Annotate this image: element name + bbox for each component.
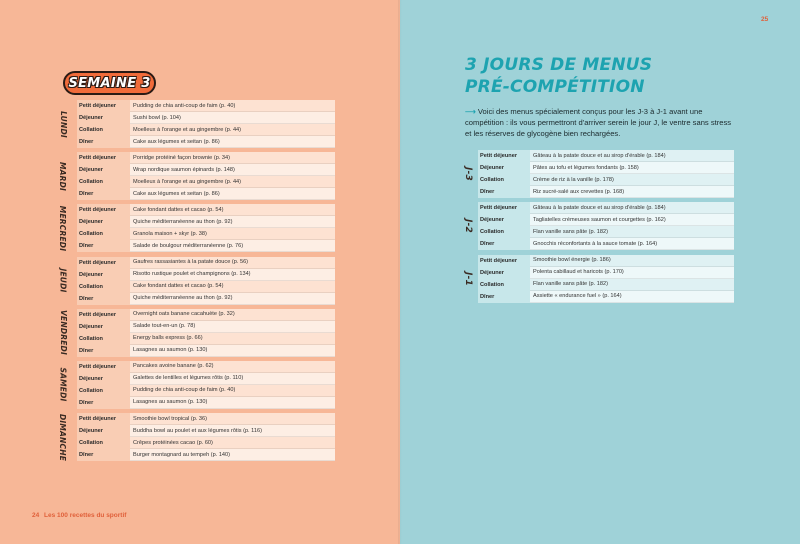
meal-row (478, 186, 734, 198)
meal-row (77, 361, 335, 373)
meal-table (77, 204, 335, 252)
meal-description: Porridge protéiné façon brownie (p. 34) (130, 152, 335, 164)
meal-description: Cake aux légumes et seitan (p. 86) (130, 136, 335, 148)
meal-description: Gaufres rassasiantes à la patate douce (p. 56) (130, 257, 335, 269)
day-name: J-2 (462, 219, 473, 234)
meal-row (77, 204, 335, 216)
meal-type: Collation (77, 281, 130, 293)
week-badge (63, 71, 156, 95)
meal-description: Wrap nordique saumon épinards (p. 148) (130, 164, 335, 176)
day-block (52, 152, 334, 200)
meal-row (478, 226, 734, 238)
day-name: DIMANCHE (58, 413, 68, 461)
meal-type: Dîner (77, 136, 130, 148)
meal-description: Cake fondant dattes et cacao (p. 54) (130, 204, 335, 216)
meal-table (478, 255, 734, 303)
meal-type: Dîner (478, 238, 530, 250)
weekly-menu (52, 100, 334, 465)
meal-row (478, 267, 734, 279)
page-number-right: 25 (761, 16, 769, 23)
meal-type: Dîner (478, 291, 530, 303)
meal-row (77, 397, 335, 409)
meal-type: Déjeuner (478, 267, 530, 279)
day-name: J-1 (462, 271, 473, 286)
day-block (52, 100, 334, 148)
meal-row (77, 152, 335, 164)
meal-row (478, 202, 734, 214)
meal-type: Dîner (77, 240, 130, 252)
book-title: Les 100 recettes du sportif (44, 512, 127, 519)
week-label: SEMAINE 3 (68, 75, 151, 91)
meal-description: Assiette « endurance fuel » (p. 164) (530, 291, 734, 303)
meal-row (77, 176, 335, 188)
meal-row (478, 255, 734, 267)
day-name: JEUDI (58, 268, 68, 293)
meal-row (77, 321, 335, 333)
meal-type: Petit déjeuner (77, 257, 130, 269)
meal-type: Déjeuner (478, 162, 530, 174)
meal-description: Pancakes avoine banane (p. 62) (130, 361, 335, 373)
meal-description: Quiche méditerranéenne au thon (p. 92) (130, 216, 335, 228)
meal-description: Salade de boulgour méditerranéenne (p. 76) (130, 240, 335, 252)
meal-description: Flan vanille sans pâte (p. 182) (530, 226, 734, 238)
day-label (52, 204, 74, 252)
day-name: MARDI (58, 161, 68, 191)
meal-description: Gnocchis réconfortants à la sauce tomate (p. 164) (530, 238, 734, 250)
meal-row (77, 257, 335, 269)
day-label (52, 257, 74, 305)
meal-type: Petit déjeuner (77, 309, 130, 321)
meal-row (478, 279, 734, 291)
day-name: MERCREDI (58, 205, 68, 252)
meal-row (478, 291, 734, 303)
meal-row (77, 188, 335, 200)
meal-description: Crème de riz à la vanille (p. 178) (530, 174, 734, 186)
meal-type: Petit déjeuner (478, 202, 530, 214)
meal-type: Déjeuner (77, 164, 130, 176)
meal-description: Galettes de lentilles et légumes rôtis (p. 110) (130, 373, 335, 385)
meal-description: Burger montagnard au tempeh (p. 140) (130, 449, 335, 461)
meal-description: Energy balls express (p. 66) (130, 333, 335, 345)
meal-description: Smoothie bowl tropical (p. 36) (130, 413, 335, 425)
meal-type: Collation (77, 228, 130, 240)
meal-row (478, 238, 734, 250)
intro-text: Voici des menus spécialement conçus pour les J-3 à J-1 avant une compétition : ils vous permettront d'arriver serein le jour J, le ventre sans stress et les réserves de glycogène bien rechargées. (465, 107, 732, 139)
day-block (52, 413, 334, 461)
meal-description: Smoothie bowl énergie (p. 186) (530, 255, 734, 267)
meal-description: Overnight oats banane cacahuète (p. 32) (130, 309, 335, 321)
meal-row (77, 333, 335, 345)
meal-row (77, 385, 335, 397)
meal-row (77, 345, 335, 357)
meal-row (77, 228, 335, 240)
meal-description: Pâtes au tofu et légumes fondants (p. 158) (530, 162, 734, 174)
meal-row (77, 216, 335, 228)
meal-description: Gâteau à la patate douce et au sirop d'érable (p. 184) (530, 202, 734, 214)
meal-row (77, 269, 335, 281)
meal-row (77, 124, 335, 136)
meal-row (478, 162, 734, 174)
meal-description: Flan vanille sans pâte (p. 182) (530, 279, 734, 291)
meal-type: Dîner (77, 449, 130, 461)
meal-type: Collation (478, 174, 530, 186)
day-block (458, 255, 734, 303)
day-label (52, 152, 74, 200)
meal-row (77, 413, 335, 425)
meal-description: Crêpes protéinées cacao (p. 60) (130, 437, 335, 449)
meal-description: Moelleux à l'orange et au gingembre (p. 44) (130, 176, 335, 188)
meal-type: Déjeuner (77, 269, 130, 281)
meal-table (77, 413, 335, 461)
day-label (52, 309, 74, 357)
meal-type: Dîner (77, 345, 130, 357)
day-block (52, 204, 334, 252)
meal-type: Petit déjeuner (77, 413, 130, 425)
meal-description: Polenta cabillaud et haricots (p. 170) (530, 267, 734, 279)
meal-row (77, 240, 335, 252)
page-number-left: 24 (32, 512, 40, 519)
meal-description: Lasagnes au saumon (p. 130) (130, 345, 335, 357)
meal-type: Déjeuner (77, 112, 130, 124)
meal-row (77, 136, 335, 148)
day-label (52, 413, 74, 461)
meal-type: Petit déjeuner (77, 361, 130, 373)
meal-type: Collation (77, 176, 130, 188)
meal-description: Cake aux légumes et seitan (p. 86) (130, 188, 335, 200)
meal-row (77, 164, 335, 176)
meal-description: Lasagnes au saumon (p. 130) (130, 397, 335, 409)
meal-description: Granola maison + skyr (p. 38) (130, 228, 335, 240)
meal-description: Pudding de chia anti-coup de faim (p. 40) (130, 385, 335, 397)
meal-table (77, 309, 335, 357)
meal-row (77, 373, 335, 385)
page-title (465, 54, 652, 98)
day-label (458, 255, 478, 303)
meal-table (478, 202, 734, 250)
meal-type: Collation (77, 124, 130, 136)
meal-description: Buddha bowl au poulet et aux légumes rôtis (p. 116) (130, 425, 335, 437)
book-gutter (398, 0, 402, 544)
arrow-icon: ⟶ (465, 107, 475, 116)
meal-table (77, 257, 335, 305)
meal-row (77, 293, 335, 305)
meal-table (77, 152, 335, 200)
title-line-2: PRÉ-COMPÉTITION (465, 77, 645, 97)
meal-type: Collation (478, 226, 530, 238)
meal-type: Dîner (77, 293, 130, 305)
meal-row (478, 174, 734, 186)
day-name: VENDREDI (58, 310, 68, 356)
day-name: J-3 (462, 167, 473, 181)
day-block (458, 202, 734, 250)
meal-row (77, 449, 335, 461)
meal-type: Collation (77, 333, 130, 345)
day-label (52, 100, 74, 148)
meal-description: Cake fondant dattes et cacao (p. 54) (130, 281, 335, 293)
day-label (458, 150, 478, 198)
meal-type: Petit déjeuner (77, 100, 130, 112)
meal-type: Dîner (478, 186, 530, 198)
meal-row (77, 425, 335, 437)
meal-description: Moelleux à l'orange et au gingembre (p. 44) (130, 124, 335, 136)
meal-type: Dîner (77, 397, 130, 409)
meal-description: Risotto rustique poulet et champignons (p. 134) (130, 269, 335, 281)
meal-table (478, 150, 734, 198)
meal-type: Dîner (77, 188, 130, 200)
footer-left (32, 512, 126, 519)
title-line-1: 3 JOURS DE MENUS (465, 55, 653, 75)
day-block (52, 361, 334, 409)
meal-table (77, 100, 335, 148)
meal-row (478, 150, 734, 162)
day-block (458, 150, 734, 198)
meal-type: Déjeuner (77, 321, 130, 333)
meal-type: Collation (478, 279, 530, 291)
meal-row (77, 100, 335, 112)
meal-description: Sushi bowl (p. 104) (130, 112, 335, 124)
meal-row (77, 309, 335, 321)
pre-competition-menu (458, 150, 734, 307)
day-label (458, 202, 478, 250)
meal-type: Collation (77, 437, 130, 449)
meal-description: Pudding de chia anti-coup de faim (p. 40) (130, 100, 335, 112)
meal-row (478, 214, 734, 226)
meal-type: Déjeuner (77, 216, 130, 228)
day-name: LUNDI (58, 110, 68, 138)
day-block (52, 257, 334, 305)
day-block (52, 309, 334, 357)
day-name: SAMEDI (58, 367, 68, 402)
meal-table (77, 361, 335, 409)
meal-row (77, 281, 335, 293)
day-label (52, 361, 74, 409)
meal-type: Petit déjeuner (478, 150, 530, 162)
meal-type: Déjeuner (478, 214, 530, 226)
meal-description: Gâteau à la patate douce et au sirop d'érable (p. 184) (530, 150, 734, 162)
meal-description: Riz sucré-salé aux crevettes (p. 168) (530, 186, 734, 198)
meal-description: Salade tout-en-un (p. 78) (130, 321, 335, 333)
meal-type: Petit déjeuner (77, 152, 130, 164)
meal-row (77, 437, 335, 449)
meal-description: Quiche méditerranéenne au thon (p. 92) (130, 293, 335, 305)
meal-type: Déjeuner (77, 373, 130, 385)
meal-type: Déjeuner (77, 425, 130, 437)
meal-description: Tagliatelles crémeuses saumon et courgettes (p. 162) (530, 214, 734, 226)
meal-type: Petit déjeuner (478, 255, 530, 267)
meal-row (77, 112, 335, 124)
intro-paragraph (465, 106, 735, 140)
meal-type: Petit déjeuner (77, 204, 130, 216)
meal-type: Collation (77, 385, 130, 397)
